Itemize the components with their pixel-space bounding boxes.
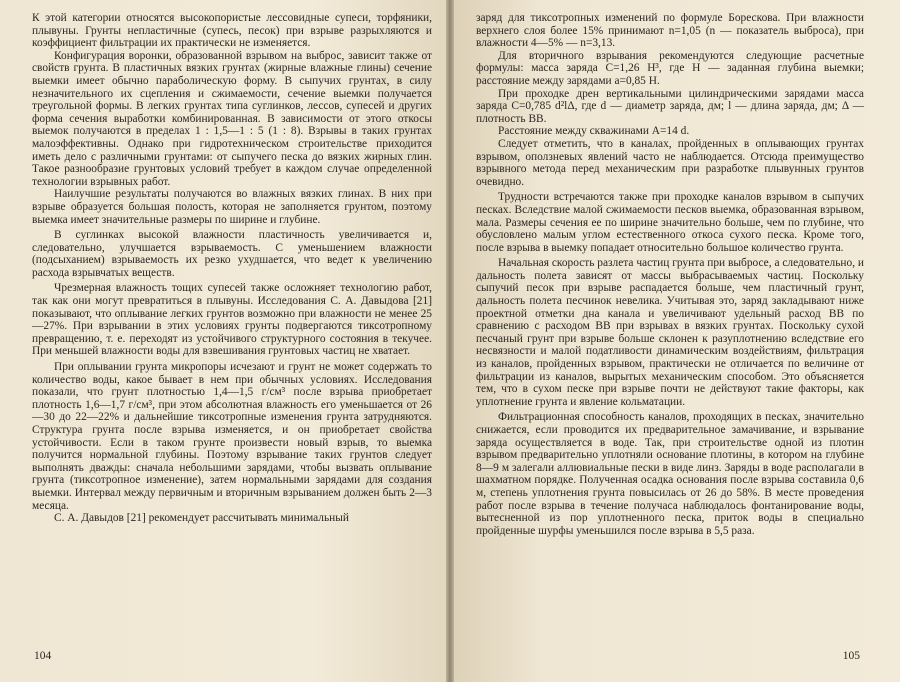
paragraph: Чрезмерная влажность тощих супесей также осложняет технологию работ, так как они могут превратиться в плывуны. Исследования С. А. Давыдова [21] показывают, что оплывание легких грунтов возможно при влажности не менее 25—27%. При взрывании в этих условиях грунты подвергаются тиксотропному превращению, т. е. переходят из устойчивого структурного состояния в текучее. При меньшей влажности воды для взвешивания грунтовых частиц не хватает. xyxy=(32,282,432,358)
page-number: 105 xyxy=(842,650,860,662)
paragraph: К этой категории относятся высокопористые лессовидные супеси, торфяники, плывуны. Грунты непластичные (супесь, песок) при взрыве разрыхляются и коэффициент фильтрации их практически не изменяется. xyxy=(32,12,432,50)
left-page-text xyxy=(32,12,432,525)
right-page xyxy=(454,0,900,682)
paragraph: Конфигурация воронки, образованной взрывом на выброс, зависит также от свойств грунта. В пластичных вязких грунтах (жирные влажные глины) сечение выемки имеет обычно параболическую форму. В сыпучих грунтах, в силу незначительного их сцепления и сжимаемости, сечение выемки получается треугольной формы. В легких грунтах типа суглинков, лессов, супесей и других форма сечения выработки комбинированная. В зависимости от этого откосы выемок получаются в пределах 1 : 1,5—1 : 5 (1 : 8). Взрывы в таких грунтах малоэффективны. Однако при гидротехническом строительстве приходится иметь дело с различными грунтами: от сыпучего песка до вязких жирных глин. Такое разнообразие грунтовых условий требует в каждом случае определенной технологии взрывных работ. xyxy=(32,49,432,188)
paragraph: Начальная скорость разлета частиц грунта при выбросе, а следовательно, и дальность полета зависят от массы выбрасываемых частиц. Поскольку сыпучий песок при взрыве распадается больше, чем пластичный грунт, дальность полета песчинок невелика. Учитывая это, заряд закладывают ниже проектной отметки дна канала и увеличивают удельный расход ВВ по сравнению с расходом ВВ при взрывах в вязких грунтах. Поскольку сухой песчаный грунт при взрыве больше склонен к разуплотнению вследствие его несвязности и малой податливости динамическим воздействиям, фильтрация из каналов, пройденных взрывом, практически не отличается по величине от фильтрации из каналов, вырытых механическим способом. Это объясняется тем, что в сухом песке при взрыве почти не действуют такие факторы, как уплотнение грунта и явление кольматации. xyxy=(476,257,864,408)
paragraph: Наилучшие результаты получаются во влажных вязких глинах. В них при взрыве образуется большая полость, которая не заполняется грунтом, поэтому выемка имеет значительные размеры по ширине и глубине. xyxy=(32,188,432,226)
paragraph: Для вторичного взрывания рекомендуются следующие расчетные формулы: масса заряда C=1,26 H³, где H — заданная глубина выемки; расстояние между зарядами a=0,85 H. xyxy=(476,49,864,87)
paragraph: Фильтрационная способность каналов, проходящих в песках, значительно снижается, если проводится их предварительное замачивание, и взрывание заряда осуществляется в воде. Так, при строительстве одной из плотин взрывом предварительно уплотняли основание плотины, в котором на глубине 8—9 м залегали аллювиальные пески в виде линз. Заряды в воде располагали в шахматном порядке. Полученная осадка основания после взрыва составила 0,6 м, степень уплотнения грунта повысилась от 26 до 58%. В месте проведения работ после взрыва в течение получаса наблюдалось фонтанирование воды, вытесненной из пор уплотненного песка, приток воды в специально пройденные шурфы уменьшился после взрыва в 5,5 раза. xyxy=(476,411,864,537)
left-page xyxy=(0,0,446,682)
page-number: 104 xyxy=(34,650,52,662)
paragraph: При оплывании грунта микропоры исчезают и грунт не может содержать то количество воды, какое бывает в нем при обычных условиях. Исследования показали, что грунт плотностью 1,4—1,5 г/см³ после взрыва приобретает плотность 1,6—1,7 г/см³, при этом абсолютная влажность его уменьшается от 26—30 до 22—22% и дальнейшие тиксотропные изменения грунта затрудняются. Структура грунта после взрыва изменяется, и он приобретает свойства устойчивости. Если в таком грунте произвести новый взрыв, то выемка получится нормальной глубины. Поэтому взрывание таких грунтов следует выполнять дважды: сначала небольшими зарядами, чтобы вызвать оплывание грунта (тиксотропное изменение), затем нормальными зарядами для создания выемки. Интервал между первичным и вторичным взрыванием должен быть 2—3 месяца. xyxy=(32,361,432,512)
paragraph: В суглинках высокой влажности пластичность увеличивается и, следовательно, улучшается взрываемость. С уменьшением влажности (подсыханием) взрываемость их резко ухудшается, что ведет к увеличению расхода взрывчатых веществ. xyxy=(32,229,432,279)
paragraph: Следует отметить, что в каналах, пройденных в оплывающих грунтах взрывом, оползневых явлений часто не наблюдается. Отсюда преимущество взрывного метода перед механическим при разработке плывунных грунтов очевидно. xyxy=(476,137,864,188)
right-page-text xyxy=(476,12,864,537)
paragraph: Расстояние между скважинами A=14 d. xyxy=(498,125,690,138)
paragraph: С. А. Давыдов [21] рекомендует рассчитывать минимальный xyxy=(54,512,349,525)
paragraph: Трудности встречаются также при проходке каналов взрывом в сыпучих песках. Вследствие малой сжимаемости песков выемка, образованная взрывом, мала. Размеры сечения ее по ширине значительно больше, чем по глубине, что обусловлено малым углом естественного откоса сухого песка. Кроме того, после взрыва в выемку попадает относительно большое количество грунта. xyxy=(476,191,864,254)
book-gutter xyxy=(446,0,454,682)
paragraph: При проходке дрен вертикальными цилиндрическими зарядами масса заряда C=0,785 d²lΔ, где d — диаметр заряда, дм; l — длина заряда, дм; Δ — плотность ВВ. xyxy=(476,87,864,125)
paragraph: заряд для тиксотропных изменений по формуле Борескова. При влажности верхнего слоя более 15% принимают n=1,05 (n — показатель выброса), при влажности 4—5% — n=3,13. xyxy=(476,12,864,50)
